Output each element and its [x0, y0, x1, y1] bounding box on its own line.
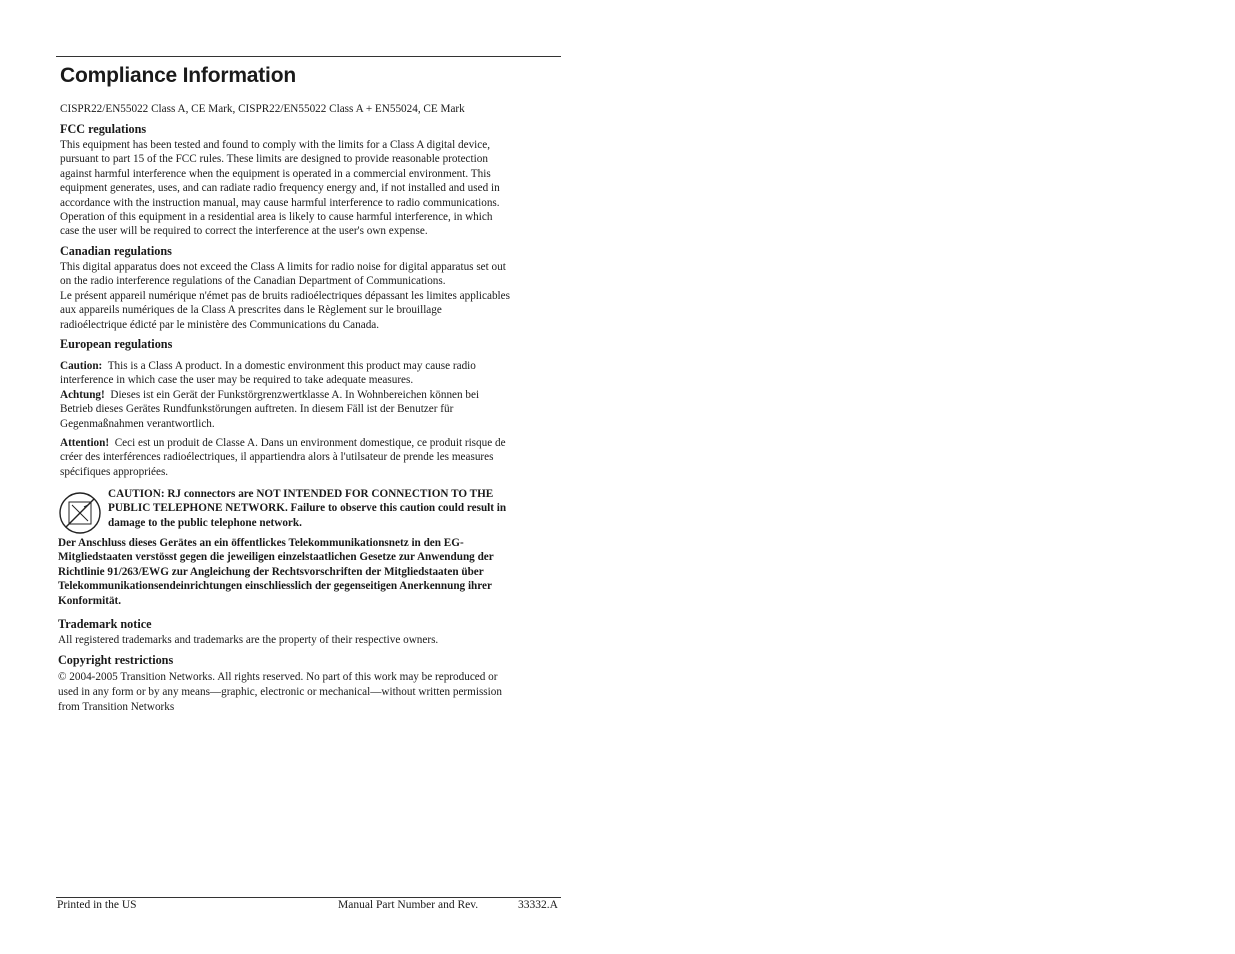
achtung-label: Achtung! — [60, 388, 105, 401]
european-caution — [60, 359, 565, 431]
rj-caution-line: damage to the public telephone network. — [108, 516, 302, 529]
german-line: Mitgliedstaaten verstösst gegen die jeweiligen einzelstaatlichen Gesetze zur Anwendung der — [58, 551, 494, 564]
caution-text: This is a Class A product. In a domestic environment this product may cause radio — [107, 360, 476, 372]
achtung-text: Betrieb dieses Gerätes Rundfunkstörungen auftreten. In diesem Fäll ist der Benutzer für — [60, 403, 454, 416]
attention-text: créer des interférences radioélectriques, il appartiendra alors à l'utilsateur de prende les measures — [60, 451, 494, 464]
german-line: Telekommunikationsendeinrichtungen einschliesslich der gegenseitigen Anerkennung ihrer — [58, 580, 492, 593]
canadian-line: This digital apparatus does not exceed the Class A limits for radio noise for digital apparatus set out — [60, 261, 506, 273]
caution-text: interference in which case the user may be required to take adequate measures. — [60, 374, 414, 387]
fcc-line: Operation of this equipment in a residential area is likely to cause harmful interference, in which — [60, 211, 493, 224]
footer-part-number: 33332.A — [518, 899, 558, 911]
european-heading: European regulations — [60, 337, 173, 351]
no-telephone-connection-icon — [58, 491, 102, 535]
attention-text: spécifiques appropriées. — [60, 465, 169, 478]
canadian-heading: Canadian regulations — [60, 244, 172, 258]
footer-rule — [56, 897, 561, 898]
trademark-text: All registered trademarks and trademarks are the property of their respective owners. — [58, 634, 439, 646]
copyright-text — [58, 670, 563, 715]
canadian-text — [60, 260, 565, 332]
trademark-heading: Trademark notice — [58, 617, 152, 631]
european-attention — [60, 436, 565, 479]
canadian-line: Le présent appareil numérique n'émet pas de bruits radioélectriques dépassant les limites applicables — [60, 289, 510, 302]
german-line: Richtlinie 91/263/EWG zur Angleichung der Rechtsvorschriften der Mitgliedstaaten über — [58, 565, 484, 578]
fcc-text — [60, 138, 565, 239]
rj-caution-line: PUBLIC TELEPHONE NETWORK. Failure to observe this caution could result in — [108, 502, 507, 515]
copyright-line: used in any form or by any means—graphic, electronic or mechanical—without written permission — [58, 686, 502, 698]
german-line: Konformität. — [58, 594, 122, 607]
fcc-line: pursuant to part 15 of the FCC rules. These limits are designed to provide reasonable protection — [60, 153, 488, 166]
canadian-line: on the radio interference regulations of the Canadian Department of Communications. — [60, 275, 446, 288]
fcc-heading: FCC regulations — [60, 122, 147, 136]
rj-caution-text — [108, 487, 558, 530]
top-rule — [56, 56, 561, 57]
achtung-text: Dieses ist ein Gerät der Funkstörgrenzwertklasse A. In Wohnbereichen können bei — [110, 388, 480, 401]
achtung-text: Gegenmaßnahmen verantwortlich. — [60, 417, 215, 430]
rj-caution-line: CAUTION: RJ connectors are NOT INTENDED FOR CONNECTION TO THE — [108, 488, 494, 500]
fcc-line: This equipment has been tested and found to comply with the limits for a Class A digital device, — [60, 139, 491, 151]
copyright-line: from Transition Networks — [58, 701, 175, 713]
footer-printed: Printed in the US — [57, 899, 137, 911]
page-title: Compliance Information — [60, 64, 296, 87]
compliance-marks: CISPR22/EN55022 Class A, CE Mark, CISPR22/EN55022 Class A + EN55024, CE Mark — [60, 103, 465, 115]
attention-text: Ceci est un produit de Classe A. Dans un environment domestique, ce produit risque de — [114, 437, 506, 449]
caution-label: Caution: — [60, 360, 103, 372]
fcc-line: case the user will be required to correct the interference at the user's own expense. — [60, 225, 428, 238]
german-notice — [58, 536, 563, 608]
copyright-line: © 2004-2005 Transition Networks. All rights reserved. No part of this work may be reproduced or — [58, 671, 498, 683]
fcc-line: accordance with the instruction manual, may cause harmful interference to radio communications. — [60, 196, 500, 209]
fcc-line: against harmful interference when the equipment is operated in a commercial environment. This — [60, 167, 491, 180]
fcc-line: equipment generates, uses, and can radiate radio frequency energy and, if not installed and used in — [60, 182, 500, 195]
copyright-heading: Copyright restrictions — [58, 653, 174, 667]
canadian-line: radioélectrique édicté par le ministère des Communications du Canada. — [60, 318, 380, 331]
attention-label: Attention! — [60, 437, 110, 449]
german-line: Der Anschluss dieses Gerätes an ein öffentlickes Telekommunikationsnetz in den EG- — [58, 537, 464, 549]
footer-part-number-label: Manual Part Number and Rev. — [338, 899, 479, 911]
canadian-line: aux appareils numériques de la Class A prescrites dans le Règlement sur le brouillage — [60, 304, 442, 317]
